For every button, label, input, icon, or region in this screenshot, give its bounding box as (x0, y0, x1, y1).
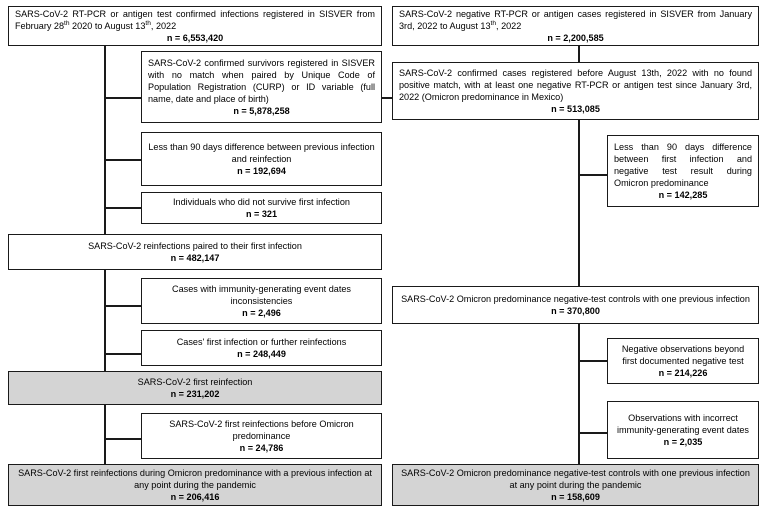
connector-right-to-exclusion-2 (578, 360, 609, 362)
box-right-source (392, 6, 759, 46)
box-right-stage-1-text: SARS-CoV-2 confirmed cases registered before August 13th, 2022 with no found positive match, with at least one negative RT-PCR or antigen test since January 3rd, 2022 (Omicron predominance in Mexico) (399, 68, 752, 102)
box-left-stage-2-text: SARS-CoV-2 first reinfection (137, 377, 253, 387)
box-right-stage-2 (392, 286, 759, 324)
box-right-exclusion-1-text: Less than 90 days difference between first infection and negative test result during Omicron predominance (614, 142, 752, 188)
box-left-source-count: n = 6,553,420 (166, 33, 224, 43)
box-right-stage-2-count: n = 370,800 (551, 306, 600, 316)
connector-left-to-exclusion-2 (104, 159, 143, 161)
connector-left-to-exclusion-3 (104, 207, 143, 209)
box-left-source-text: SARS-CoV-2 RT-PCR or antigen test confirmed infections registered in SISVER from February 28th 2020 to August 13th, 2022 (15, 9, 375, 31)
box-right-exclusion-2 (607, 338, 759, 384)
box-right-exclusion-3-text: Observations with incorrect immunity-generating event dates (617, 413, 749, 435)
box-left-exclusion-4-text: Cases with immunity-generating event dates inconsistencies (172, 284, 351, 306)
box-left-exclusion-2-count: n = 192,694 (237, 166, 286, 176)
box-left-source (8, 6, 382, 46)
box-right-stage-1 (392, 62, 759, 120)
box-left-stage-1-text: SARS-CoV-2 reinfections paired to their first infection (88, 241, 302, 251)
box-right-exclusion-2-count: n = 214,226 (658, 368, 708, 378)
box-left-exclusion-5-text: Cases' first infection or further reinfections (176, 337, 347, 347)
box-right-stage-1-count: n = 513,085 (551, 104, 600, 114)
box-right-source-count: n = 2,200,585 (547, 33, 604, 43)
box-left-exclusion-6-count: n = 24,786 (239, 443, 284, 453)
box-right-final-text: SARS-CoV-2 Omicron predominance negative-test controls with one previous infection at any point during the pandemic (401, 468, 750, 490)
box-right-stage-2-text: SARS-CoV-2 Omicron predominance negative-test controls with one previous infection (401, 294, 750, 304)
box-left-exclusion-2-text: Less than 90 days difference between previous infection and reinfection (148, 142, 375, 164)
box-left-exclusion-3-text: Individuals who did not survive first infection (173, 197, 350, 207)
box-left-exclusion-5-count: n = 248,449 (237, 349, 286, 359)
box-right-exclusion-3 (607, 401, 759, 459)
box-left-exclusion-2 (141, 132, 382, 186)
box-left-exclusion-1-count: n = 5,878,258 (233, 106, 290, 116)
box-left-stage-1-count: n = 482,147 (170, 253, 220, 263)
box-left-stage-1 (8, 234, 382, 270)
box-left-exclusion-3 (141, 192, 382, 224)
connector-left-to-exclusion-1 (104, 97, 143, 99)
box-right-exclusion-2-text: Negative observations beyond first documented negative test (621, 344, 745, 366)
box-left-final-text: SARS-CoV-2 first reinfections during Omicron predominance with a previous infection at any point during the pandemic (18, 468, 372, 490)
box-right-source-text: SARS-CoV-2 negative RT-PCR or antigen cases registered in SISVER from January 3rd, 2022 to August 13th, 2022 (399, 9, 752, 31)
box-right-exclusion-1 (607, 135, 759, 207)
connector-right-to-exclusion-1 (578, 174, 609, 176)
box-left-stage-2 (8, 371, 382, 405)
box-left-final-count: n = 206,416 (170, 492, 220, 502)
connector-left-to-exclusion-4 (104, 305, 143, 307)
box-right-exclusion-3-count: n = 2,035 (663, 437, 703, 447)
box-left-exclusion-6 (141, 413, 382, 459)
connector-right-to-exclusion-3 (578, 432, 609, 434)
box-left-exclusion-5 (141, 330, 382, 366)
box-left-exclusion-1 (141, 51, 382, 123)
box-left-exclusion-4-count: n = 2,496 (242, 308, 281, 318)
box-left-exclusion-1-text: SARS-CoV-2 confirmed survivors registered in SISVER with no match when paired by Unique Code of Population Registration (CURP) or ID variable (full name, date and place of birth) (148, 58, 375, 104)
box-left-exclusion-6-text: SARS-CoV-2 first reinfections before Omicron predominance (169, 419, 354, 441)
box-left-exclusion-4 (141, 278, 382, 324)
box-left-final (8, 464, 382, 506)
box-left-stage-2-count: n = 231,202 (170, 389, 220, 399)
connector-left-to-exclusion-6 (104, 438, 143, 440)
box-right-final (392, 464, 759, 506)
box-right-exclusion-1-count: n = 142,285 (658, 190, 708, 200)
box-left-exclusion-3-count: n = 321 (245, 209, 278, 219)
box-right-final-count: n = 158,609 (551, 492, 600, 502)
connector-left-to-exclusion-5 (104, 353, 143, 355)
